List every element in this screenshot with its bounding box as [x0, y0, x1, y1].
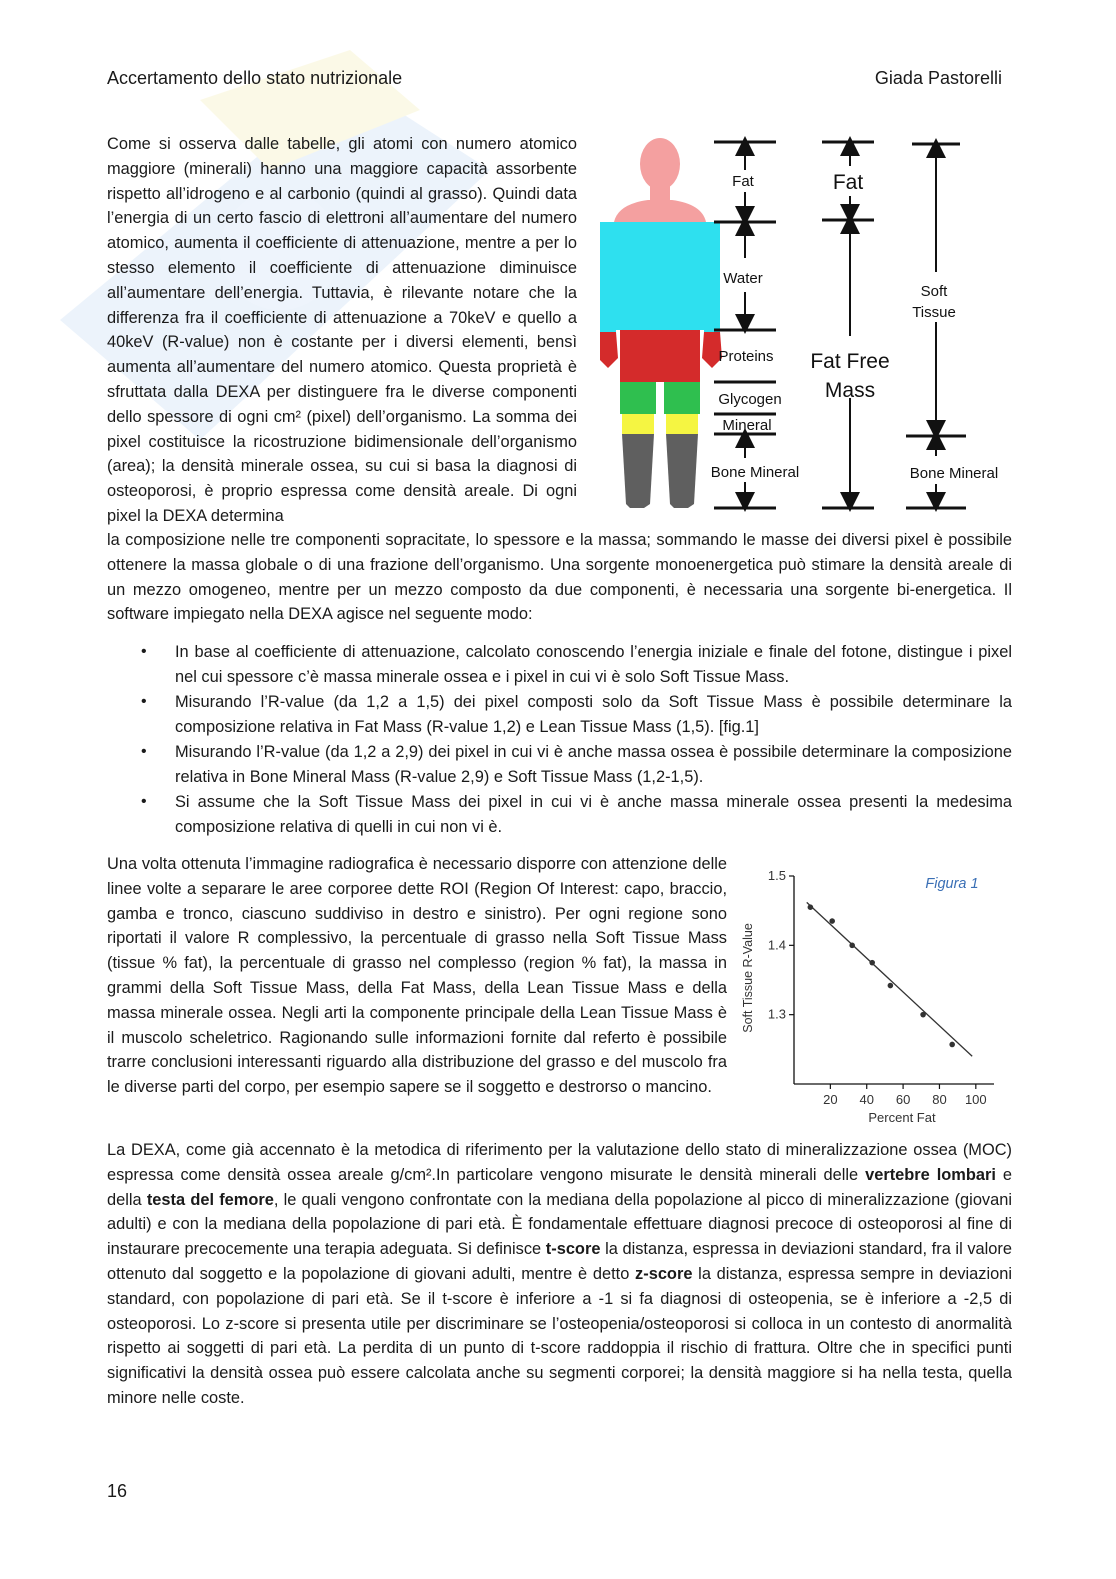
- chart-x-tick-label: 60: [895, 1092, 911, 1107]
- paragraph-roi: Una volta ottenuta l’immagine radiografica è necessario disporre con attenzione delle linee volte a separare le aree corporee dette ROI (Region Of Interest: capo, braccio, gamba e tronco, ciascuno suddiviso in destro e sinistro). Per ogni regione sono riportati il valore R complessivo, la percentuale di grasso nella Soft Tissue Mass (tissue % fat), la percentuale di grasso nel complesso (region % fat), la massa in grammi della Soft Tissue Mass, della Fat Mass, della Lean Tissue Mass e della massa minerale ossea. Negli arti la componente principale della Lean Tissue Mass è il muscolo scheletrico. Ragionando sulle informazioni fornite dal referto è possibile trarre conclusioni interessanti riguardo alla distribuzione del grasso e del muscolo fra le diverse parti del corpo, per esempio sapere se il soggetto e destrorso o mancino.: [107, 855, 727, 1097]
- figure-torso: [614, 222, 706, 330]
- chart-x-tick-label: 40: [859, 1092, 874, 1107]
- figure-left-hand: [600, 332, 618, 368]
- bold-term-femoral-head: testa del femore: [146, 1190, 274, 1209]
- label-bone-mineral-2: Bone Mineral: [909, 465, 999, 482]
- label-tissue: Tissue: [912, 304, 956, 321]
- label-fat-free-1: Fat Free: [810, 350, 890, 373]
- text-run: La DEXA, come già accennato è la metodica di riferimento per la valutazione dello stato di mineralizzazione ossea (MOC) espressa come densità ossea areale g/cm².In particolare vengono misurate le densità minerali delle: [107, 1141, 1012, 1184]
- header-title: Accertamento dello stato nutrizionale: [107, 68, 403, 88]
- chart-y-tick-label: 1.4: [767, 937, 786, 953]
- chart-y-tick-label: 1.3: [767, 1006, 786, 1022]
- figure-left-thigh-glycogen: [620, 382, 656, 414]
- figure-right-leg-bone: [666, 434, 698, 508]
- paragraph-dexa-intro: Come si osserva dalle tabelle, gli atomi con numero atomico maggiore (minerali) hanno una maggiore capacità assorbente rispetto all’idrogeno e al carbonio (quindi al grasso). Quindi data l’energia di un certo fascio di elettroni all’aumentare del numero atomico, aumenta il coefficiente di attenuazione, mentre a per lo stesso elemento il coefficiente di attenuazione diminuisce all’aumentare dell’energia. Tuttavia, è rilevante notare che la differenza fra il coefficiente di attenuazione a 70keV e quello a 40keV (R-value) non è costante per i diversi elementi, bensì aumenta all’aumentare del numero atomico. Questa proprietà è sfruttata dalla DEXA per distinguere fra le diverse componenti dello spessore di ogni cm² (pixel) dell’organismo. La somma dei pixel costituisce la ricostruzione bidimensionale dell’organismo (area); la densità minerale ossea, su cui si basa la diagnosi di osteoporosi, è proprio espressa come densità areale. Di ogni pixel la DEXA determina: [107, 135, 577, 525]
- chart-data-point: [949, 1042, 955, 1048]
- label-water: Water: [723, 270, 763, 287]
- paragraph-bone-density: [107, 1138, 1012, 1411]
- chart-data-point: [888, 983, 894, 989]
- text-run: la distanza, espressa in deviazioni standard, fra il valore ottenuto dal soggetto e la popolazione di giovani adulti, mentre è detto: [107, 1240, 1012, 1283]
- chart-y-label: Soft Tissue R-Value: [741, 923, 755, 1033]
- chart-data-point: [808, 904, 814, 910]
- label-soft: Soft: [920, 283, 948, 300]
- text-run: la distanza, espressa sempre in deviazioni standard, con popolazione di pari età. Se il t-score è inferiore a -1 si fa diagnosi di osteopenia, se è inferiore a -2,5 di osteoporosi. Lo z-score si presenta utile per discriminare se l’osteopenia/osteoporosi si colloca in un contesto di anormalità rispetto ai soggetti di pari età. La perdita di un punto di t-score raddoppia il rischio di frattura. Oltre che in specifici punti significativi la densità ossea può essere calcolata anche su segmenti corporei; la densità maggiore si ha nella testa, quella minore nelle coste.: [107, 1264, 1012, 1407]
- list-item: • Misurando l’R-value (da 1,2 a 1,5) dei pixel composti solo da Soft Tissue Mass è possibile determinare la composizione relativa in Fat Mass (R-value 1,2) e Lean Tissue Mass (1,5). [fig.1]: [107, 690, 1012, 740]
- text-run: e della: [107, 1165, 1013, 1209]
- label-mineral: Mineral: [722, 417, 772, 434]
- chart-x-tick-label: 100: [964, 1092, 987, 1107]
- figure-left-leg-bone: [622, 434, 654, 508]
- label-proteins: Proteins: [718, 348, 774, 365]
- figure-head: [640, 138, 680, 190]
- bold-term-lumbar-vertebrae: vertebre lombari: [865, 1165, 996, 1184]
- bold-term-z-score: z-score: [635, 1264, 693, 1283]
- r-value-chart: [736, 864, 1026, 1134]
- chart-data-point: [849, 943, 855, 949]
- figure-right-thigh-glycogen: [664, 382, 700, 414]
- chart-fit-line: [807, 902, 972, 1056]
- figure-shoulders: [614, 200, 706, 222]
- figure-hips: [620, 330, 700, 382]
- label-fat: Fat: [732, 173, 754, 190]
- paragraph-dexa-continuation: la composizione nelle tre componenti sopracitate, lo spessore e la massa; sommando le masse dei diversi pixel è possibile ottenere la massa globale o di una frazione dell’organismo. Una sorgente monoenergetica può stimare la densità areale di un mezzo omogeneo, mentre per un mezzo composto da due componenti, è necessaria una sorgente bi-energetica. Il software impiegato nella DEXA agisce nel seguente modo:: [107, 531, 1012, 624]
- chart-x-tick-label: 20: [823, 1092, 838, 1107]
- label-fat-large: Fat: [832, 171, 864, 194]
- figure-left-knee-mineral: [622, 414, 654, 434]
- chart-data-point: [920, 1012, 926, 1018]
- human-silhouette: [600, 138, 722, 508]
- list-item: • Misurando l’R-value (da 1,2 a 2,9) dei pixel in cui vi è anche massa ossea è possibile determinare la composizione relativa in Bone Mineral Mass (R-value 2,9) e Soft Tissue Mass (1,2-1,5).: [107, 740, 1012, 790]
- figure-neck: [650, 186, 670, 202]
- bold-term-t-score: t-score: [545, 1240, 601, 1259]
- chart-data-point: [829, 918, 835, 924]
- chart-data-point: [869, 960, 875, 966]
- figure-left-arm: [600, 222, 616, 334]
- label-fat-free-2: Mass: [824, 379, 876, 402]
- chart-x-label: Percent Fat: [868, 1110, 936, 1125]
- chart-y-tick-label: 1.5: [767, 868, 786, 883]
- body-composition-figure: [600, 136, 1020, 526]
- dexa-software-steps-list: [107, 640, 1012, 840]
- text-run: , le quali vengono confrontate con la mediana della popolazione al picco di mineralizzazione (giovani adulti) e con la mediana della popolazione di pari età. È fondamentale effettuare diagnosi precoce di osteoporosi al fine di instaurare precocemente una terapia adeguata. Si definisce: [107, 1190, 1012, 1259]
- chart-title: Figura 1: [925, 876, 979, 892]
- list-item: • In base al coefficiente di attenuazione, calcolato conoscendo l’energia iniziale e finale del fotone, distingue i pixel nel cui spessore c’è massa minerale ossea e i pixel in cui vi è solo Soft Tissue Mass.: [107, 640, 1012, 690]
- label-glycogen: Glycogen: [718, 391, 782, 408]
- figure-right-arm: [704, 222, 720, 334]
- list-item: • Si assume che la Soft Tissue Mass dei pixel in cui vi è anche massa minerale ossea presenti la medesima composizione relativa di quelli in cui non vi è.: [107, 790, 1012, 840]
- page-number: 16: [107, 1481, 128, 1501]
- header-author: Giada Pastorelli: [874, 68, 1002, 88]
- chart-x-tick-label: 80: [932, 1092, 947, 1107]
- figure-right-knee-mineral: [666, 414, 698, 434]
- label-bone-mineral-1: Bone Mineral: [710, 464, 800, 481]
